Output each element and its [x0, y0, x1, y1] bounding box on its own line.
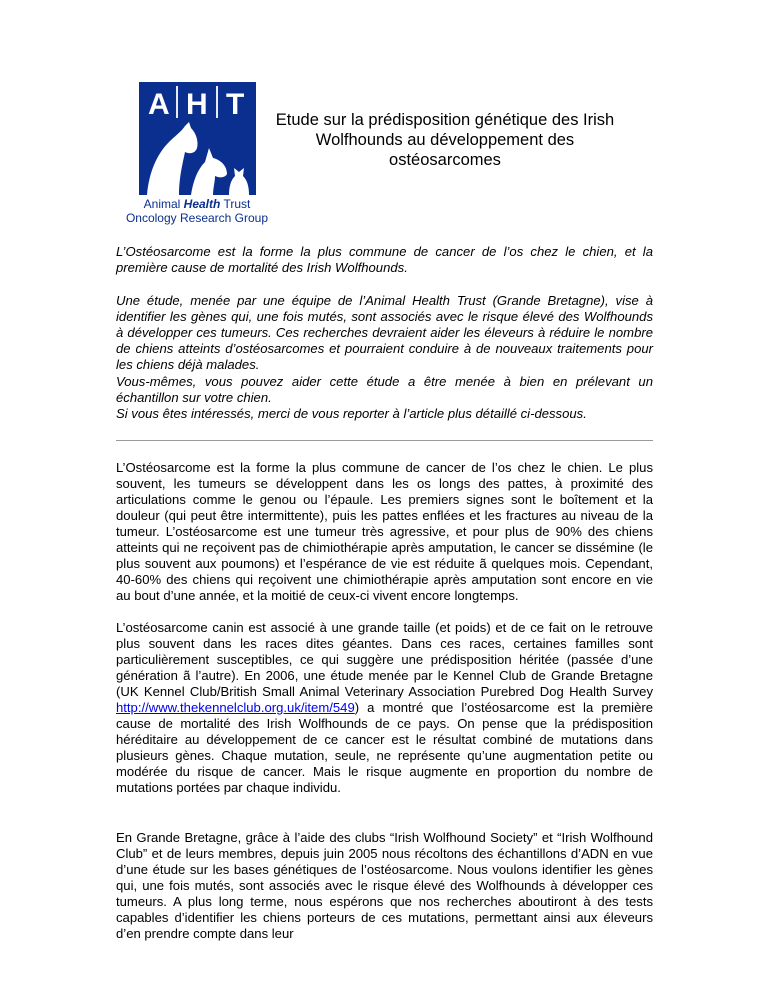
- animal-silhouettes-icon: [139, 82, 256, 195]
- aht-logo: [139, 82, 256, 195]
- body-paragraph-3: En Grande Bretagne, grâce à l’aide des clubs “Irish Wolfhound Society” et “Irish Wolfhound Club” et de leurs membres, depuis juin 2005 nous récoltons des échantillons d’ADN en vue d’une étude sur les bases génétiques de l’ostéosarcome. Nous voulons identifier les gènes qui, une fois mutés, sont associés avec le risque élevé des Wolfhounds à développer ces tumeurs. A plus long terme, nous espérons que nos recherches aboutiront à des tests capables d’identifier les chiens porteurs de ces mutations, permettant ainsi aux éleveurs d’en prendre compte dans leur: [116, 830, 653, 941]
- intro-see-below: Si vous êtes intéressés, merci de vous reporter à l’article plus détaillé ci-dessous.: [116, 406, 587, 421]
- logo-caption-line1: Animal Health Trust: [143, 197, 251, 211]
- intro-paragraph-1: L’Ostéosarcome est la forme la plus commune de cancer de l’os chez le chien, et la première cause de mortalité des Irish Wolfhounds.: [116, 244, 653, 275]
- body-paragraph-1: L’Ostéosarcome est la forme la plus commune de cancer de l’os chez le chien. Le plus souvent, les tumeurs se développent dans les os longs des pattes, à proximité des articulations comme le genou ou l’épaule. Les premiers signes sont le boîtement et la douleur (qui peut être intermittente), puis les pattes enflées et les fractures au niveau de la tumeur. L’ostéosarcome est une tumeur très agressive, et pour plus de 90% des chiens atteints qui ne reçoivent pas de chimiothérapie après amputation, le cancer se dissémine (le plus souvent aux poumons) et l’espérance de vie est réduite ã quelques mois. Cependant, 40-60% des chiens qui reçoivent une chimiothérapie après amputation sont encore en vie au bout d’une année, et la moitié de ceux-ci vivent encore longtemps.: [116, 460, 653, 603]
- intro-paragraph-2: Une étude, menée par une équipe de l’Animal Health Trust (Grande Bretagne), vise à identifier les gènes qui, une fois mutés, sont associés avec le risque élevé des Wolfhounds à développer ces tumeurs. Ces recherches devraient aider les éleveurs à réduire le nombre de chiens atteints d’ostéosarcomes et pourraient conduire à de nouveaux traitements pour les chiens déjà malades.: [116, 293, 653, 372]
- section-divider: [116, 440, 653, 441]
- intro-call-to-action: Vous-mêmes, vous pouvez aider cette étude a être menée à bien en prélevant un échantillon sur votre chien.: [116, 374, 653, 405]
- logo-letter-a: A: [148, 88, 170, 121]
- logo-letter-t: T: [226, 88, 245, 121]
- logo-caption: [112, 197, 282, 225]
- logo-caption-health: Health: [183, 197, 221, 211]
- document-title: Etude sur la prédisposition génétique des Irish Wolfhounds au développement des ostéosarcomes: [275, 111, 615, 169]
- kennel-club-link[interactable]: http://www.thekennelclub.org.uk/item/549: [116, 700, 355, 715]
- logo-caption-line2: Oncology Research Group: [125, 211, 269, 225]
- logo-letter-h: H: [186, 88, 208, 121]
- intro-paragraph-3: [116, 374, 653, 422]
- body-paragraph-2: L’ostéosarcome canin est associé à une grande taille (et poids) et de ce fait on le retrouve plus souvent dans les races dites géantes. Dans ces races, certaines familles sont particulièrement susceptibles, ce qui suggère une prédisposition héritée (passée d’une génération ã l’autre). En 2006, une étude menée par le Kennel Club de Grande Bretagne (UK Kennel Club/British Small Animal Veterinary Association Purebred Dog Health Survey http://www.thekennelclub.org.uk/item/549) a montré que l’ostéosarcome est la première cause de mortalité des Irish Wolfhounds de ce pays. On pense que la prédisposition héréditaire au développement de ce cancer est le résultat combiné de mutations dans plusieurs gènes. Chaque mutation, seule, ne représente qu’une augmentation petite ou modérée du risque de cancer. Mais le risque augmente en proportion du nombre de mutations portées par chaque individu.: [116, 620, 653, 795]
